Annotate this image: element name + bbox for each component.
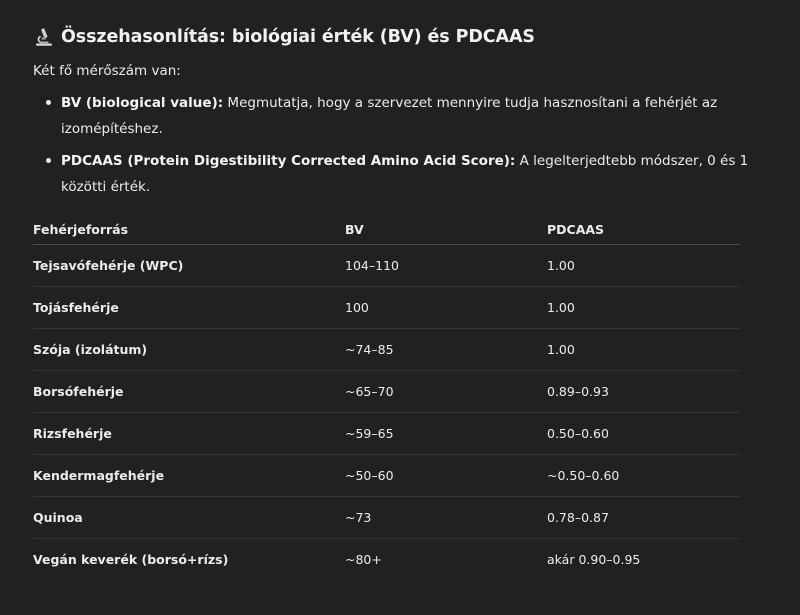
cell-bv: ~73 bbox=[345, 497, 547, 539]
cell-pdcaas: 0.78–0.87 bbox=[547, 497, 741, 539]
cell-pdcaas: akár 0.90–0.95 bbox=[547, 552, 641, 567]
metric-term: PDCAAS (Protein Digestibility Corrected Amino Acid Score): bbox=[61, 153, 516, 169]
cell-source: Tejsavófehérje (WPC) bbox=[33, 245, 345, 287]
metric-description: A legelterjedtebb módszer, 0 és 1 közötti érték. bbox=[61, 153, 749, 195]
microscope-icon bbox=[33, 26, 55, 48]
metric-term: BV (biological value): bbox=[61, 95, 224, 111]
table-row bbox=[33, 371, 741, 413]
cell-pdcaas: ~0.50–0.60 bbox=[547, 455, 741, 497]
cell-bv: ~65–70 bbox=[345, 371, 547, 413]
cell-pdcaas: 0.89–0.93 bbox=[547, 371, 741, 413]
list-item bbox=[61, 90, 767, 142]
cell-source: Rizsfehérje bbox=[33, 413, 345, 455]
table-row bbox=[33, 287, 741, 329]
cell-pdcaas: 1.00 bbox=[547, 329, 741, 371]
cell-source: Quinoa bbox=[33, 497, 345, 539]
cell-source: Borsófehérje bbox=[33, 371, 345, 413]
table-header-row bbox=[33, 214, 741, 245]
intro-text: Két fő mérőszám van: bbox=[33, 63, 181, 79]
cell-source: Tojásfehérje bbox=[33, 287, 345, 329]
cell-bv: ~50–60 bbox=[345, 455, 547, 497]
cell-bv: ~59–65 bbox=[345, 413, 547, 455]
cell-source: Szója (izolátum) bbox=[33, 329, 345, 371]
metric-description: Megmutatja, hogy a szervezet mennyire tudja hasznosítani a fehérjét az izomépítéshez. bbox=[61, 95, 718, 137]
list-item bbox=[61, 148, 767, 200]
table-row bbox=[33, 455, 741, 497]
section-title: Összehasonlítás: biológiai érték (BV) és PDCAAS bbox=[61, 27, 535, 47]
table-row bbox=[33, 245, 741, 287]
table-row bbox=[33, 329, 741, 371]
metrics-list bbox=[33, 90, 767, 200]
table-row bbox=[33, 539, 741, 581]
cell-bv: 100 bbox=[345, 287, 547, 329]
section-heading bbox=[33, 22, 767, 52]
table-row bbox=[33, 497, 741, 539]
cell-bv: 104–110 bbox=[345, 245, 547, 287]
column-header-pdcaas: PDCAAS bbox=[547, 214, 741, 245]
cell-pdcaas: 1.00 bbox=[547, 287, 741, 329]
cell-source: Kendermagfehérje bbox=[33, 455, 345, 497]
comparison-table bbox=[33, 214, 741, 580]
cell-pdcaas: 1.00 bbox=[547, 245, 741, 287]
cell-source: Vegán keverék (borsó+rízs) bbox=[33, 552, 229, 567]
table-row bbox=[33, 413, 741, 455]
column-header-bv: BV bbox=[345, 214, 547, 245]
column-header-source: Fehérjeforrás bbox=[33, 214, 345, 245]
cell-bv: ~74–85 bbox=[345, 329, 547, 371]
cell-pdcaas: 0.50–0.60 bbox=[547, 413, 741, 455]
cell-bv: ~80+ bbox=[345, 552, 382, 567]
